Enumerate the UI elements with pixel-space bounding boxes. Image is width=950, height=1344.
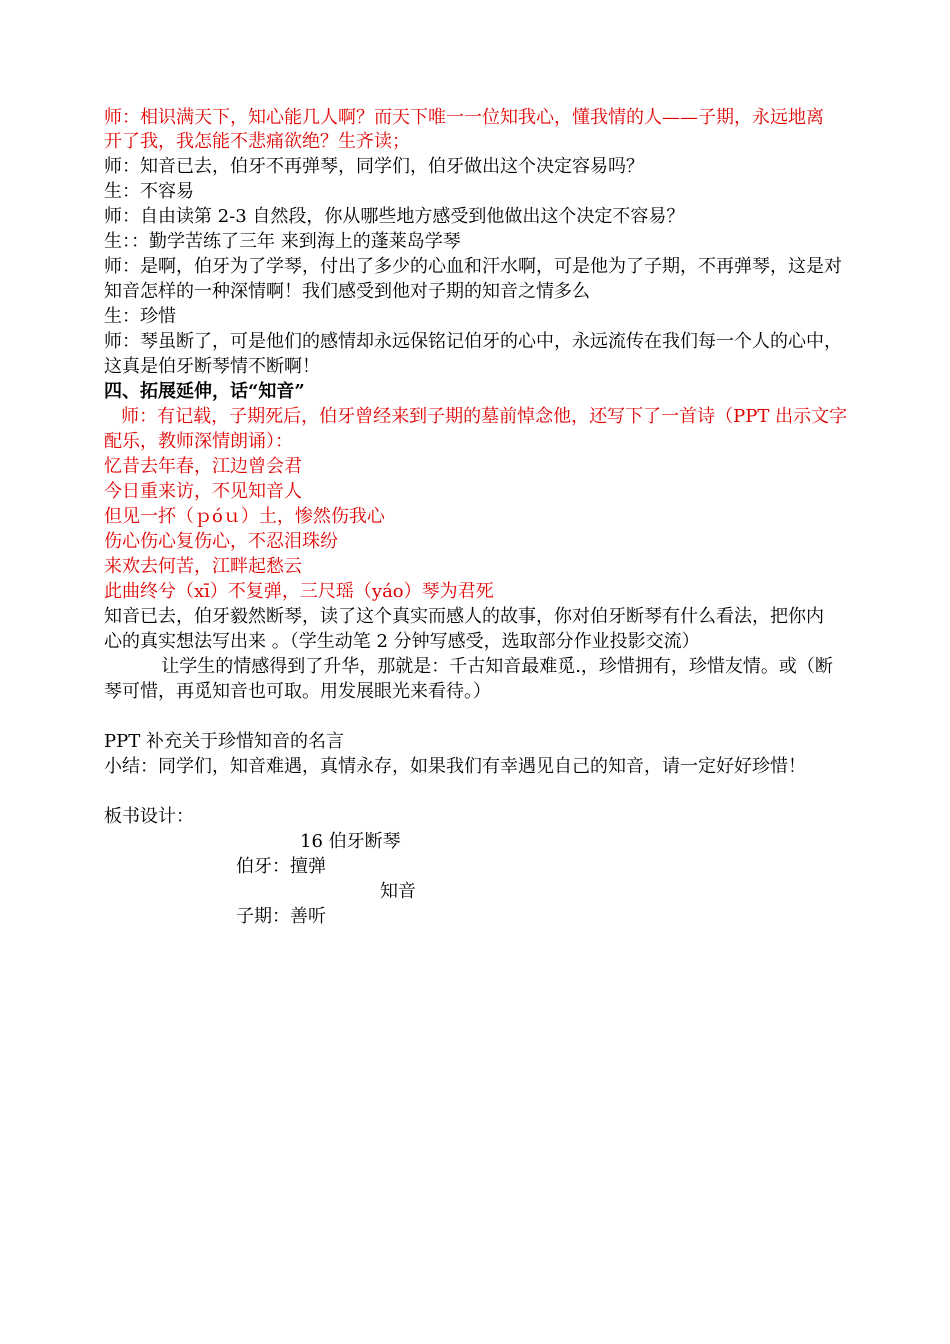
poem-line: 伤心伤心复伤心，不忍泪珠纷 (104, 531, 338, 552)
poem-line: 忆昔去年春，江边曾会君 (104, 456, 302, 477)
teacher-line: 配乐，教师深情朗诵）： (104, 431, 293, 452)
teacher-line: 知音怎样的一种深情啊！我们感受到他对子期的知音之情多么 (104, 281, 590, 302)
student-line: 生：珍惜 (104, 306, 176, 327)
board-ziqi: 子期：善听 (236, 906, 326, 927)
poem-line: 今日重来访，不见知音人 (104, 481, 302, 502)
body-line: 心的真实想法写出来 。（学生动笔 2 分钟写感受，选取部分作业投影交流） (104, 631, 700, 652)
board-zhiyin: 知音 (380, 881, 416, 902)
board-title: 16 伯牙断琴 (300, 831, 401, 852)
poem-line: 但见一抔（ｐóｕ）土，惨然伤我心 (104, 506, 385, 527)
board-design-label: 板书设计： (104, 806, 194, 827)
poem-line: 来欢去何苦，江畔起愁云 (104, 556, 302, 577)
body-line: 让学生的情感得到了升华，那就是：千古知音最难觅.，珍惜拥有，珍惜友情。或（断 (104, 656, 833, 677)
student-line: 生：不容易 (104, 181, 194, 202)
poem-line: 此曲终兮（xī）不复弹，三尺瑶（yáo）琴为君死 (104, 581, 494, 602)
teacher-line: 师：琴虽断了，可是他们的感情却永远保铭记伯牙的心中，永远流传在我们每一个人的心中， (104, 331, 842, 352)
section-heading: 四、拓展延伸，话“知音” (104, 381, 305, 402)
teacher-line: 这真是伯牙断琴情不断啊！ (104, 356, 320, 377)
teacher-line: 开了我，我怎能不悲痛欲绝？生齐读； (104, 131, 410, 152)
body-line: 琴可惜，再觅知音也可取。用发展眼光来看待。） (104, 681, 491, 702)
body-line: 知音已去，伯牙毅然断琴，读了这个真实而感人的故事，你对伯牙断琴有什么看法，把你内 (104, 606, 824, 627)
summary-line: 小结：同学们，知音难遇，真情永存，如果我们有幸遇见自己的知音，请一定好好珍惜！ (104, 756, 806, 777)
teacher-line: 师：相识满天下，知心能几人啊？而天下唯一一位知我心，懂我情的人——子期，永远地离 (104, 107, 824, 128)
teacher-line: 师：是啊，伯牙为了学琴，付出了多少的心血和汗水啊，可是他为了子期，不再弹琴，这是对 (104, 256, 842, 277)
ppt-note: PPT 补充关于珍惜知音的名言 (104, 731, 344, 752)
teacher-line: 师：有记载，子期死后，伯牙曾经来到子期的墓前悼念他，还写下了一首诗（PPT 出示文字 (104, 406, 848, 427)
teacher-line: 师：自由读第 2-3 自然段，你从哪些地方感受到他做出这个决定不容易？ (104, 206, 685, 227)
teacher-line: 师：知音已去，伯牙不再弹琴，同学们，伯牙做出这个决定容易吗？ (104, 156, 644, 177)
student-line: 生：：勤学苦练了三年 来到海上的蓬莱岛学琴 (104, 231, 461, 252)
board-boya: 伯牙：擅弹 (236, 856, 326, 877)
